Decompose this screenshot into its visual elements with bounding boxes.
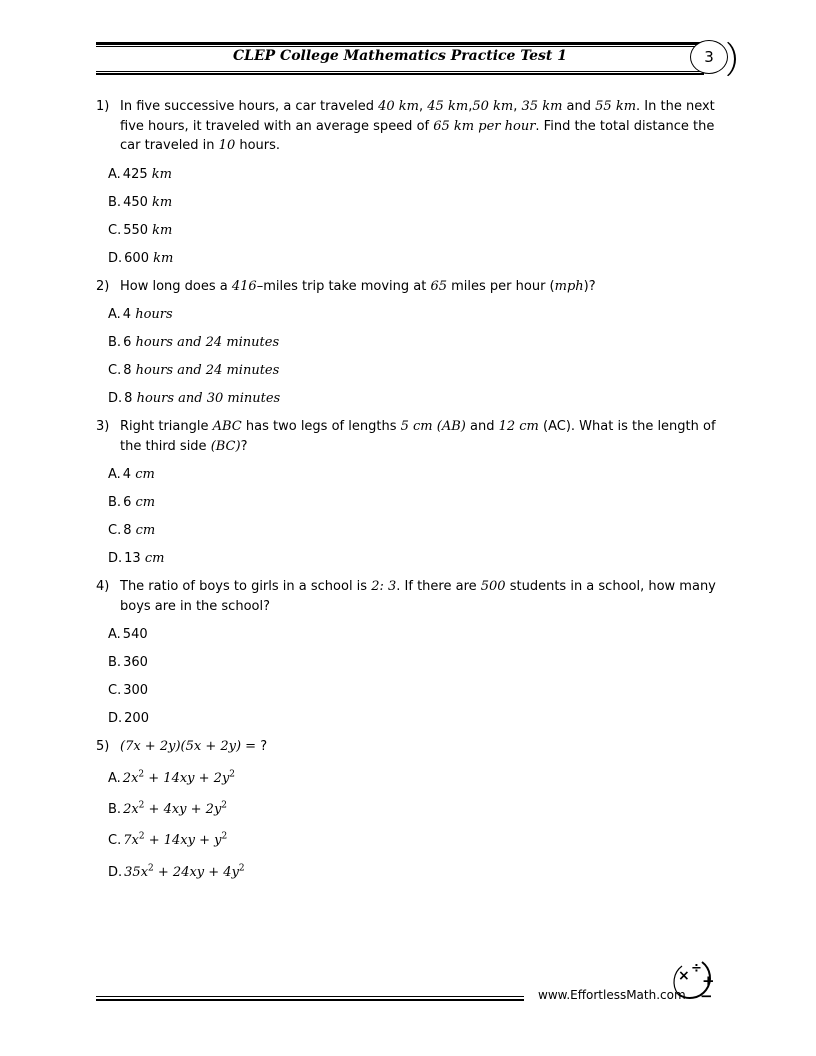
option-text: 300 xyxy=(123,683,149,698)
answer-option xyxy=(108,465,722,484)
question-text-segment: , xyxy=(468,99,473,114)
answer-option xyxy=(108,389,722,408)
question-text-segment: and xyxy=(465,419,499,434)
answer-options xyxy=(96,305,722,408)
math-expression: km xyxy=(398,99,420,114)
math-expression: km per hour xyxy=(453,118,536,134)
option-letter: A. xyxy=(108,307,121,322)
question-text-segment: . If there are xyxy=(396,579,481,594)
question-text xyxy=(120,279,596,294)
option-text: 425 km xyxy=(122,166,172,182)
option-letter: B. xyxy=(108,655,122,670)
header-rule-bottom-thin xyxy=(96,71,704,72)
option-letter: C. xyxy=(108,523,122,538)
math-expression: 5 xyxy=(400,419,409,434)
math-expression: 12 xyxy=(498,419,516,434)
option-letter: C. xyxy=(108,833,122,849)
answer-option xyxy=(108,859,722,881)
answer-option xyxy=(108,305,722,324)
option-text: 8 hours and 30 minutes xyxy=(124,391,281,406)
option-letter: B. xyxy=(108,495,122,510)
page-footer xyxy=(96,958,726,1008)
option-letter: A. xyxy=(108,166,121,182)
question-3 xyxy=(96,417,722,456)
answer-options xyxy=(96,766,722,882)
answer-option xyxy=(108,828,722,850)
question-text-segment: ? xyxy=(240,438,248,454)
option-text: 200 xyxy=(124,711,149,726)
math-expression: 416 xyxy=(231,278,257,294)
math-expression: 55 xyxy=(595,99,612,114)
option-text: 6 hours and 24 minutes xyxy=(123,335,280,350)
math-operators-logo-icon xyxy=(672,958,720,1004)
option-text: 4 hours xyxy=(122,307,173,322)
answer-option xyxy=(108,165,722,184)
question-5 xyxy=(96,737,722,757)
question-text-segment: , xyxy=(513,99,522,114)
option-letter: A. xyxy=(108,627,121,642)
answer-option xyxy=(108,681,722,700)
answer-option xyxy=(108,709,722,728)
option-letter: D. xyxy=(108,864,123,880)
header-title: CLEP College Mathematics Practice Test 1 xyxy=(233,48,567,64)
option-letter: D. xyxy=(108,711,123,726)
svg-text:+: + xyxy=(702,972,715,990)
question-text-segment: ? xyxy=(260,739,268,754)
question-text-segment: –miles trip take moving at xyxy=(256,278,431,294)
option-text: 550 km xyxy=(123,222,173,238)
answer-option xyxy=(108,221,722,240)
question-2 xyxy=(96,277,722,297)
svg-text:÷: ÷ xyxy=(691,961,702,976)
question-list xyxy=(96,97,722,891)
math-expression: km xyxy=(493,99,514,114)
question-number: 2) xyxy=(96,278,110,294)
math-expression: (7x + 2y)(5x + 2y) = xyxy=(120,739,261,754)
math-expression: ABC xyxy=(212,419,242,434)
math-expression: 500 xyxy=(480,579,506,594)
question-text-segment: Right triangle xyxy=(120,419,213,434)
answer-option xyxy=(108,653,722,672)
answer-option xyxy=(108,333,722,352)
option-letter: C. xyxy=(108,222,122,238)
question-number: 5) xyxy=(96,739,110,754)
question-text-segment: (AC). What is the length of the third side xyxy=(120,419,716,454)
question-4 xyxy=(96,577,722,616)
answer-option xyxy=(108,549,722,568)
answer-options xyxy=(96,625,722,728)
option-letter: B. xyxy=(108,335,122,350)
question-text-segment: In five successive hours, a car traveled xyxy=(120,99,379,114)
option-text: $2x^2 + 4xy + 2y^2$ xyxy=(123,800,228,818)
option-letter: A. xyxy=(108,770,121,786)
question-text xyxy=(120,579,716,614)
answer-option xyxy=(108,249,722,268)
header-rule-top xyxy=(96,42,704,45)
question-text-segment: )? xyxy=(583,278,596,294)
option-text: 600 km xyxy=(124,250,174,266)
footer-rule xyxy=(96,999,524,1001)
question-text xyxy=(120,419,716,454)
option-letter: B. xyxy=(108,802,122,818)
question-text-segment: students in a school, how many boys are in the school? xyxy=(120,579,716,614)
option-text: 540 xyxy=(122,627,148,642)
page-header xyxy=(96,38,726,78)
math-expression: 45 xyxy=(427,99,444,114)
option-text: 8 hours and 24 minutes xyxy=(123,363,280,378)
option-text: 13 cm xyxy=(124,551,165,566)
option-text: 6 cm xyxy=(123,495,156,510)
option-text: 8 cm xyxy=(123,523,156,538)
answer-option xyxy=(108,521,722,540)
math-expression: cm xyxy=(519,419,539,434)
option-letter: A. xyxy=(108,467,121,482)
math-expression: km xyxy=(542,99,563,114)
math-expression: 65 xyxy=(430,278,447,294)
math-expression: 35 xyxy=(521,99,539,114)
answer-option xyxy=(108,797,722,819)
option-text: 4 cm xyxy=(122,467,155,482)
answer-option xyxy=(108,766,722,788)
option-text: $7x^2 + 14xy + y^2$ xyxy=(123,832,228,849)
option-letter: D. xyxy=(108,551,123,566)
answer-option xyxy=(108,361,722,380)
answer-option xyxy=(108,625,722,644)
footer-url: www.EffortlessMath.com xyxy=(538,988,686,1002)
math-expression: km xyxy=(615,99,637,114)
question-text-segment: The ratio of boys to girls in a school is xyxy=(120,579,372,594)
math-expression: 50 xyxy=(472,99,489,114)
math-expression: 65 xyxy=(433,118,450,134)
question-text-segment: How long does a xyxy=(120,278,232,294)
math-expression: 2: 3 xyxy=(371,579,397,594)
page-number: 3 xyxy=(690,40,728,74)
question-text-segment: . In the next five hours, it traveled with an average speed of xyxy=(120,99,715,134)
question-number: 4) xyxy=(96,579,110,594)
svg-text:−: − xyxy=(700,987,713,1004)
answer-options xyxy=(96,165,722,268)
option-letter: C. xyxy=(108,363,122,378)
option-text: 360 xyxy=(123,655,148,670)
math-expression: (BC) xyxy=(210,438,241,454)
answer-option xyxy=(108,493,722,512)
option-text: $35x^2 + 24xy + 4y^2$ xyxy=(124,863,245,880)
question-number: 1) xyxy=(96,99,110,114)
question-text xyxy=(120,99,715,153)
question-text-segment: miles per hour ( xyxy=(447,278,555,294)
math-expression: mph xyxy=(554,278,584,294)
option-letter: B. xyxy=(108,194,122,210)
question-text-segment: . Find the total distance the car traveled in xyxy=(120,118,715,153)
question-number: 3) xyxy=(96,419,110,434)
question-text-segment: has two legs of lengths xyxy=(241,419,401,434)
math-expression: km xyxy=(447,99,469,114)
math-expression: 40 xyxy=(378,99,395,114)
question-text-segment: hours. xyxy=(235,138,281,153)
math-expression: 10 xyxy=(218,138,236,153)
question-text xyxy=(120,739,267,754)
option-letter: D. xyxy=(108,391,123,406)
answer-options xyxy=(96,465,722,568)
math-expression: cm (AB) xyxy=(413,419,466,434)
footer-rule-thin xyxy=(96,996,524,997)
header-rule-top-thin xyxy=(96,46,704,47)
answer-option xyxy=(108,193,722,212)
option-text: 450 km xyxy=(123,194,173,210)
question-text-segment: , xyxy=(419,99,428,114)
question-text-segment: and xyxy=(562,99,596,114)
question-1 xyxy=(96,97,722,156)
option-letter: C. xyxy=(108,683,122,698)
option-text: $2x^2 + 14xy + 2y^2$ xyxy=(122,769,236,786)
option-letter: D. xyxy=(108,250,123,266)
svg-text:×: × xyxy=(678,968,690,984)
header-rule-bottom xyxy=(96,73,704,75)
